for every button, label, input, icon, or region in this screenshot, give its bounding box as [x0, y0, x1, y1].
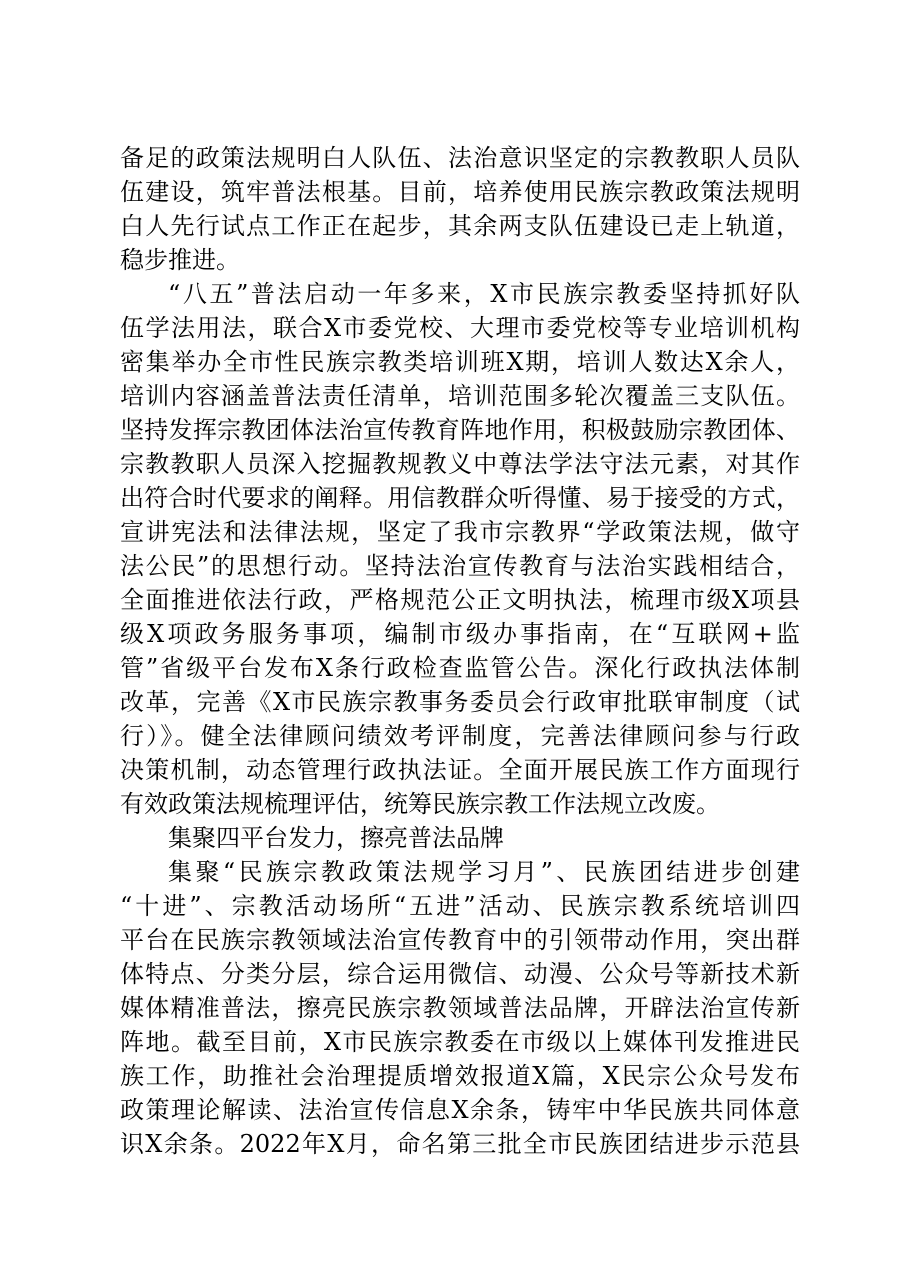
text-line: 族工作，助推社会治理提质增效报道X篇，X民宗公众号发布	[120, 1062, 800, 1090]
text-line: 集聚“民族宗教政策法规学习月”、民族团结进步创建	[168, 858, 800, 886]
text-line: 宣讲宪法和法律法规，坚定了我市宗教界“学政策法规，做守	[120, 518, 800, 546]
text-line: 伍建设，筑牢普法根基。目前，培养使用民族宗教政策法规明	[120, 178, 800, 206]
text-line: 识X余条。2022年X月，命名第三批全市民族团结进步示范县	[120, 1130, 800, 1158]
text-line: 坚持发挥宗教团体法治宣传教育阵地作用，积极鼓励宗教团体、	[120, 416, 800, 444]
text-line: “十进”、宗教活动场所“五进”活动、民族宗教系统培训四	[120, 892, 800, 920]
text-line: 密集举办全市性民族宗教类培训班X期，培训人数达X余人，	[120, 348, 800, 376]
text-line: 改革，完善《X市民族宗教事务委员会行政审批联审制度（试	[120, 688, 800, 716]
text-line: 稳步推进。	[120, 246, 240, 274]
text-line: 备足的政策法规明白人队伍、法治意识坚定的宗教教职人员队	[120, 144, 800, 172]
document-body	[120, 141, 800, 1161]
text-line: 媒体精准普法，擦亮民族宗教领域普法品牌，开辟法治宣传新	[120, 994, 800, 1022]
text-line: 伍学法用法，联合X市委党校、大理市委党校等专业培训机构	[120, 314, 800, 342]
text-line: 有效政策法规梳理评估，统筹民族宗教工作法规立改废。	[120, 790, 720, 818]
text-line: 级X项政务服务事项，编制市级办事指南，在“互联网+监	[120, 620, 800, 648]
text-line: 管”省级平台发布X条行政检查监管公告。深化行政执法体制	[120, 654, 800, 682]
text-line: “八五”普法启动一年多来，X市民族宗教委坚持抓好队	[168, 280, 800, 308]
text-line: 培训内容涵盖普法责任清单，培训范围多轮次覆盖三支队伍。	[120, 382, 800, 410]
text-line: 体特点、分类分层，综合运用微信、动漫、公众号等新技术新	[120, 960, 800, 988]
text-line: 出符合时代要求的阐释。用信教群众听得懂、易于接受的方式，	[120, 484, 800, 512]
paragraph	[120, 277, 800, 821]
text-line: 决策机制，动态管理行政执法证。全面开展民族工作方面现行	[120, 756, 800, 784]
paragraph	[120, 855, 800, 1161]
text-line: 白人先行试点工作正在起步，其余两支队伍建设已走上轨道，	[120, 212, 800, 240]
text-line: 法公民”的思想行动。坚持法治宣传教育与法治实践相结合，	[120, 552, 800, 580]
paragraph	[120, 821, 800, 855]
text-line: 集聚四平台发力，擦亮普法品牌	[168, 824, 504, 852]
text-line: 行）》。健全法律顾问绩效考评制度，完善法律顾问参与行政	[120, 722, 800, 750]
text-line: 政策理论解读、法治宣传信息X余条，铸牢中华民族共同体意	[120, 1096, 800, 1124]
text-line: 平台在民族宗教领域法治宣传教育中的引领带动作用，突出群	[120, 926, 800, 954]
text-line: 阵地。截至目前，X市民族宗教委在市级以上媒体刊发推进民	[120, 1028, 800, 1056]
text-line: 全面推进依法行政，严格规范公正文明执法，梳理市级X项县	[120, 586, 800, 614]
text-line: 宗教教职人员深入挖掘教规教义中尊法学法守法元素，对其作	[120, 450, 800, 478]
paragraph	[120, 141, 800, 277]
